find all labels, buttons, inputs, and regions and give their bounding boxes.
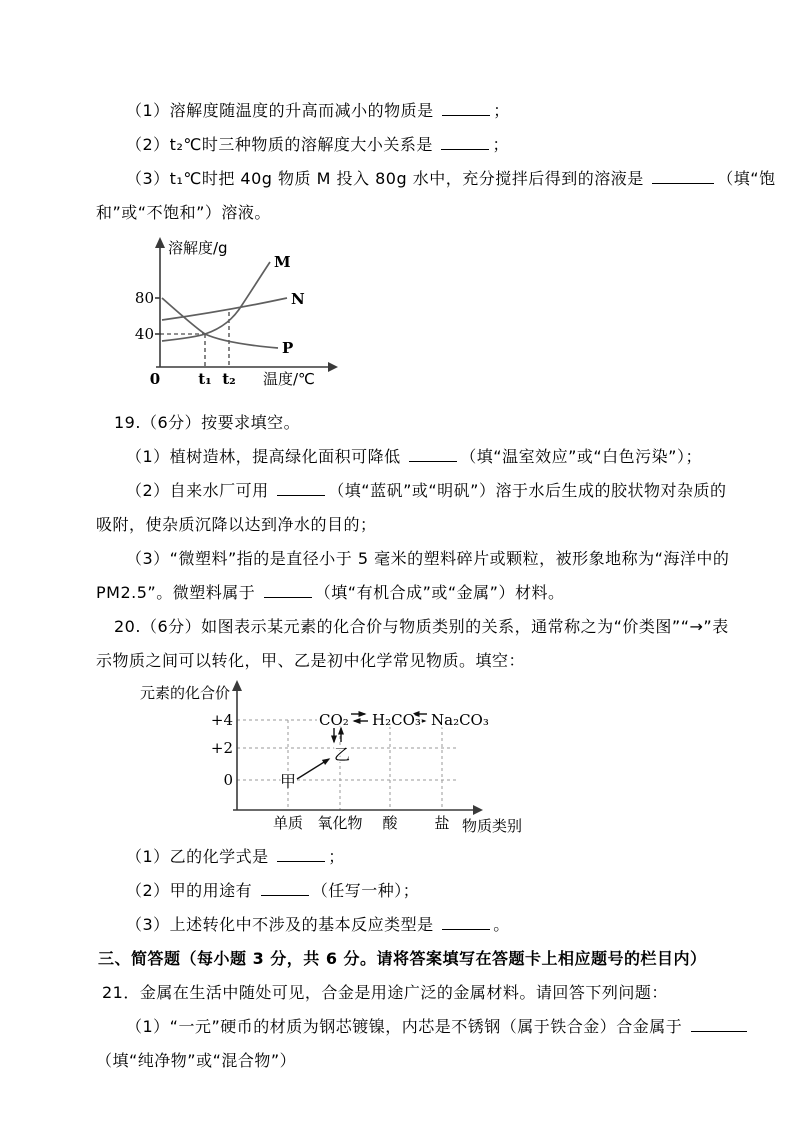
q19-item-2-post: （填“蓝矾”或“明矾”）溶于水后生成的胶状物对杂质的 bbox=[328, 481, 727, 500]
q20-item-2-post: （任写一种）； bbox=[311, 881, 420, 900]
y-axis-arrow-icon bbox=[155, 237, 165, 248]
q21-item-1-pre: （1）“一元”硬币的材质为钢芯镀镍，内芯是不锈钢（属于铁合金）合金属于 bbox=[126, 1017, 688, 1036]
q20-header-line2-text: 示物质之间可以转化，甲、乙是初中化学常见物质。填空： bbox=[96, 651, 526, 670]
solubility-chart bbox=[130, 236, 400, 399]
curve-P bbox=[162, 298, 278, 348]
q18-item-2-post: ； bbox=[492, 135, 509, 154]
fig2-cat-suan: 酸 bbox=[382, 814, 398, 832]
q19-header-text: 19.（6分）按要求填空。 bbox=[114, 413, 301, 432]
q19-item-2-cont bbox=[96, 508, 724, 542]
q18-item-2-blank bbox=[441, 135, 489, 150]
q18-item-1-pre: （1）溶解度随温度的升高而减小的物质是 bbox=[126, 101, 440, 120]
q20-item-1-blank bbox=[277, 847, 325, 862]
q20-item-3-pre: （3）上述转化中不涉及的基本反应类型是 bbox=[126, 915, 440, 934]
q21-item-1-blank bbox=[691, 1017, 747, 1032]
fig2-ylabel: 元素的化合价 bbox=[140, 684, 231, 702]
q19-item-2-cont-text: 吸附，使杂质沉降以达到净水的目的； bbox=[96, 515, 377, 534]
fig1-xlabel: 温度/℃ bbox=[263, 370, 315, 388]
fig2-cat-yanghuawu: 氧化物 bbox=[317, 814, 363, 832]
y-axis-arrow-icon bbox=[232, 680, 242, 691]
q21-header-text: 21．金属在生活中随处可见，合金是用途广泛的金属材料。请回答下列问题： bbox=[102, 983, 668, 1002]
q19-item-2 bbox=[96, 474, 727, 508]
curve-P-label: P bbox=[282, 339, 294, 357]
q20-header-line1 bbox=[96, 610, 729, 644]
arrow-jia-to-yi bbox=[297, 759, 329, 779]
q18-item-3-cont-text: 和”或“不饱和”）溶液。 bbox=[96, 203, 271, 222]
curve-M-label: M bbox=[274, 253, 291, 271]
fig2-xlabel: 物质类别 bbox=[462, 817, 523, 835]
x-axis-arrow-icon bbox=[328, 362, 338, 372]
q19-header bbox=[96, 406, 724, 440]
q19-item-1-post: （填“温室效应”或“白色污染”）； bbox=[460, 447, 702, 466]
q19-item-3-cont-pre: PM2.5”。微塑料属于 bbox=[96, 583, 261, 602]
solubility-chart-figure bbox=[130, 236, 724, 402]
q19-item-1-pre: （1）植树造林，提高绿化面积可降低 bbox=[126, 447, 407, 466]
fig1-xtick-0: 0 bbox=[149, 370, 161, 388]
q19-item-3-blank bbox=[264, 583, 312, 598]
fig2-cat-yan: 盐 bbox=[434, 814, 450, 832]
q21-header bbox=[96, 976, 724, 1010]
q18-item-2 bbox=[96, 128, 724, 162]
curve-N-label: N bbox=[291, 290, 305, 308]
q19-item-1 bbox=[96, 440, 724, 474]
valence-category-figure bbox=[105, 680, 724, 838]
q18-item-3-post: （填“饱 bbox=[717, 169, 776, 188]
q21-item-1 bbox=[96, 1010, 724, 1044]
fig2-ytick-plus4: +4 bbox=[210, 711, 233, 729]
q20-item-3-post: 。 bbox=[493, 915, 510, 934]
q18-item-1-blank bbox=[442, 101, 490, 116]
q18-item-1-post: ； bbox=[493, 101, 510, 120]
q20-header-line2 bbox=[96, 644, 724, 678]
q19-item-3 bbox=[96, 542, 730, 576]
q20-item-1-post: ； bbox=[328, 847, 345, 866]
q20-item-2-blank bbox=[261, 881, 309, 896]
valence-category-chart bbox=[105, 680, 525, 838]
section-3-heading bbox=[96, 942, 724, 976]
node-jia: 甲 bbox=[279, 772, 297, 791]
q19-item-3-text: （3）“微塑料”指的是直径小于 5 毫米的塑料碎片或颗粒，被形象地称为“海洋中的 bbox=[126, 549, 730, 568]
q19-item-2-pre: （2）自来水厂可用 bbox=[126, 481, 275, 500]
fig1-ylabel: 溶解度/g bbox=[168, 239, 228, 257]
q20-header-line1-text: 20.（6分）如图表示某元素的化合价与物质类别的关系，通常称之为“价类图”“→”表 bbox=[114, 617, 729, 636]
fig1-xtick-t2: t₂ bbox=[222, 370, 236, 388]
q20-item-3 bbox=[96, 908, 724, 942]
q19-item-3-cont-post: （填“有机合成”或“金属”）材料。 bbox=[314, 583, 565, 602]
q21-item-1-cont bbox=[96, 1044, 724, 1078]
q21-item-1-cont-text: （填“纯净物”或“混合物”） bbox=[96, 1051, 297, 1070]
section-3-heading-text: 三、简答题（每小题 3 分，共 6 分。请将答案填写在答题卡上相应题号的栏目内） bbox=[98, 949, 707, 968]
fig1-xtick-t1: t₁ bbox=[198, 370, 212, 388]
q18-item-3-cont bbox=[96, 196, 724, 230]
fig2-cat-danzhi: 单质 bbox=[272, 814, 304, 832]
fig1-ytick-40: 40 bbox=[134, 325, 154, 343]
node-na2co3: Na₂CO₃ bbox=[431, 711, 489, 729]
q19-item-2-blank bbox=[277, 481, 325, 496]
q20-item-2 bbox=[96, 874, 724, 908]
fig2-ytick-plus2: +2 bbox=[210, 739, 233, 757]
q18-item-2-pre: （2）t₂℃时三种物质的溶解度大小关系是 bbox=[126, 135, 439, 154]
q20-item-3-blank bbox=[442, 915, 490, 930]
q20-item-1-pre: （1）乙的化学式是 bbox=[126, 847, 275, 866]
node-h2co3: H₂CO₃ bbox=[372, 711, 421, 729]
q20-item-2-pre: （2）甲的用途有 bbox=[126, 881, 258, 900]
q19-item-3-cont bbox=[96, 576, 724, 610]
curve-M bbox=[162, 262, 270, 341]
q18-item-3 bbox=[96, 162, 776, 196]
q19-item-1-blank bbox=[409, 447, 457, 462]
q20-item-1 bbox=[96, 840, 724, 874]
curve-N bbox=[162, 298, 287, 320]
node-yi: 乙 bbox=[333, 745, 351, 764]
q18-item-3-pre: （3）t₁℃时把 40g 物质 M 投入 80g 水中，充分搅拌后得到的溶液是 bbox=[126, 169, 650, 188]
q18-item-1 bbox=[96, 94, 724, 128]
fig1-ytick-80: 80 bbox=[134, 289, 154, 307]
q18-item-3-blank bbox=[652, 169, 714, 184]
x-axis-arrow-icon bbox=[473, 805, 483, 815]
node-co2: CO₂ bbox=[319, 711, 349, 729]
fig2-ytick-0: 0 bbox=[223, 771, 233, 789]
